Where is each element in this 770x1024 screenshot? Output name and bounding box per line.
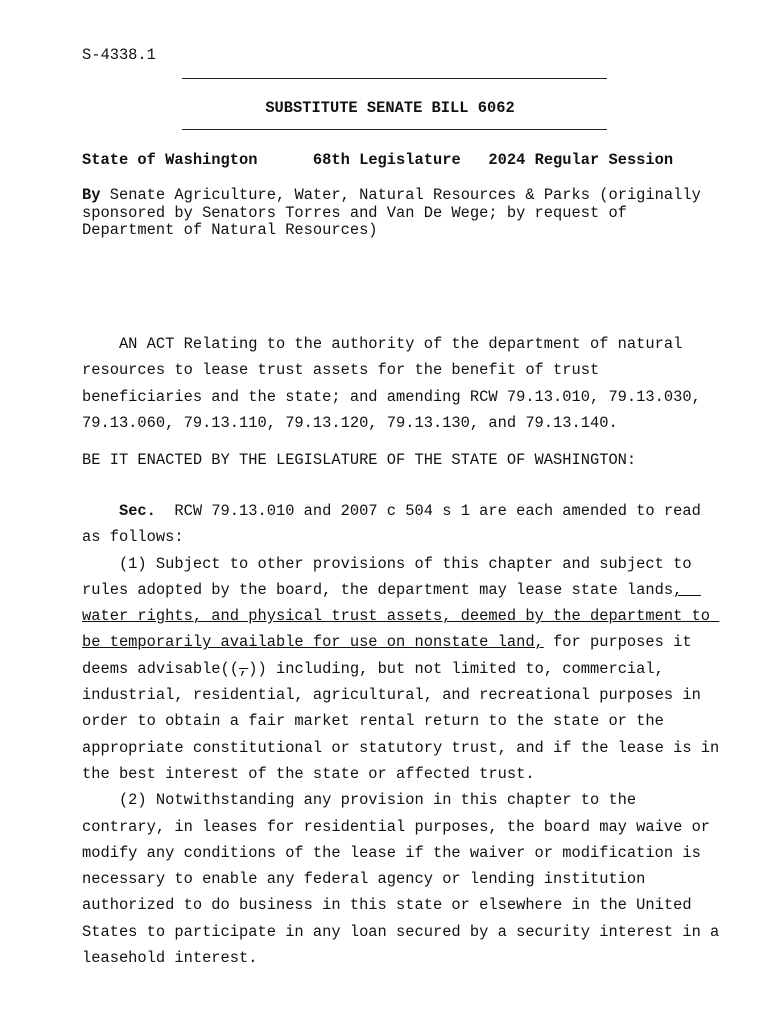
subsection-2-line: necessary to enable any federal agency or lending institution bbox=[82, 870, 646, 889]
inserted-text: , bbox=[673, 580, 701, 599]
act-line: AN ACT Relating to the authority of the department of natural bbox=[82, 335, 683, 353]
subsection-1-line: deems advisable((,)) including, but not limited to, commercial, bbox=[82, 659, 664, 678]
bill-title: SUBSTITUTE SENATE BILL 6062 bbox=[265, 99, 515, 117]
title-rule-bottom bbox=[182, 129, 607, 130]
sponsor-statement bbox=[82, 187, 722, 240]
inserted-text: be temporarily available for use on nonstate land, bbox=[82, 633, 544, 652]
subsection-1-line: (1) Subject to other provisions of this chapter and subject to bbox=[82, 554, 692, 573]
subsection-2-line: authorized to do business in this state or elsewhere in the United bbox=[82, 896, 692, 915]
by-label: By bbox=[82, 186, 101, 204]
subsection-1-line: industrial, residential, agricultural, and recreational purposes in bbox=[82, 686, 701, 705]
subsection-2-line: contrary, in leases for residential purposes, the board may waive or bbox=[82, 817, 711, 836]
title-rule-top bbox=[182, 78, 607, 79]
subsection-2-line: (2) Notwithstanding any provision in this chapter to the bbox=[82, 791, 637, 810]
subsection-2-line: leasehold interest. bbox=[82, 949, 258, 968]
subsection-2-line: modify any conditions of the lease if the waiver or modification is bbox=[82, 843, 701, 862]
session-line bbox=[82, 151, 673, 169]
subsection-1-line: order to obtain a fair market rental return to the state or the bbox=[82, 712, 664, 731]
legislature: 68th Legislature bbox=[312, 151, 461, 169]
section-body bbox=[82, 498, 722, 971]
subsection-1-line: be temporarily available for use on nonstate land, for purposes it bbox=[82, 633, 692, 652]
subsection-2-line: States to participate in any loan secured by a security interest in a bbox=[82, 922, 720, 941]
subsection-1-line: appropriate constitutional or statutory trust, and if the lease is in bbox=[82, 738, 720, 757]
subsection-1-line: the best interest of the state or affected trust. bbox=[82, 764, 535, 783]
act-line: beneficiaries and the state; and amending RCW 79.13.010, 79.13.030, bbox=[82, 387, 701, 406]
deleted-text: , bbox=[239, 659, 249, 678]
section-intro-cont: as follows: bbox=[82, 528, 184, 547]
act-line: resources to lease trust assets for the benefit of trust bbox=[82, 361, 600, 380]
inserted-text: water rights, and physical trust assets, deemed by the department to bbox=[82, 607, 720, 626]
state-name: State of Washington bbox=[82, 151, 258, 169]
bill-id: S-4338.1 bbox=[82, 46, 156, 64]
act-title bbox=[82, 331, 722, 436]
subsection-1-line: rules adopted by the board, the department may lease state lands, bbox=[82, 580, 701, 599]
sec-label: Sec. bbox=[118, 502, 156, 520]
session: 2024 Regular Session bbox=[488, 151, 674, 169]
section-intro: Sec. RCW 79.13.010 and 2007 c 504 s 1 are each amended to read bbox=[118, 502, 701, 520]
sponsor-text: Senate Agriculture, Water, Natural Resources & Parks (originally sponsored by Senators Torres and Van De Wege; by request of Department of Natural Resources) bbox=[82, 186, 701, 240]
enacting-clause: BE IT ENACTED BY THE LEGISLATURE OF THE STATE OF WASHINGTON: bbox=[82, 451, 637, 469]
act-line: 79.13.060, 79.13.110, 79.13.120, 79.13.130, and 79.13.140. bbox=[82, 413, 618, 432]
subsection-1-line bbox=[82, 603, 722, 629]
